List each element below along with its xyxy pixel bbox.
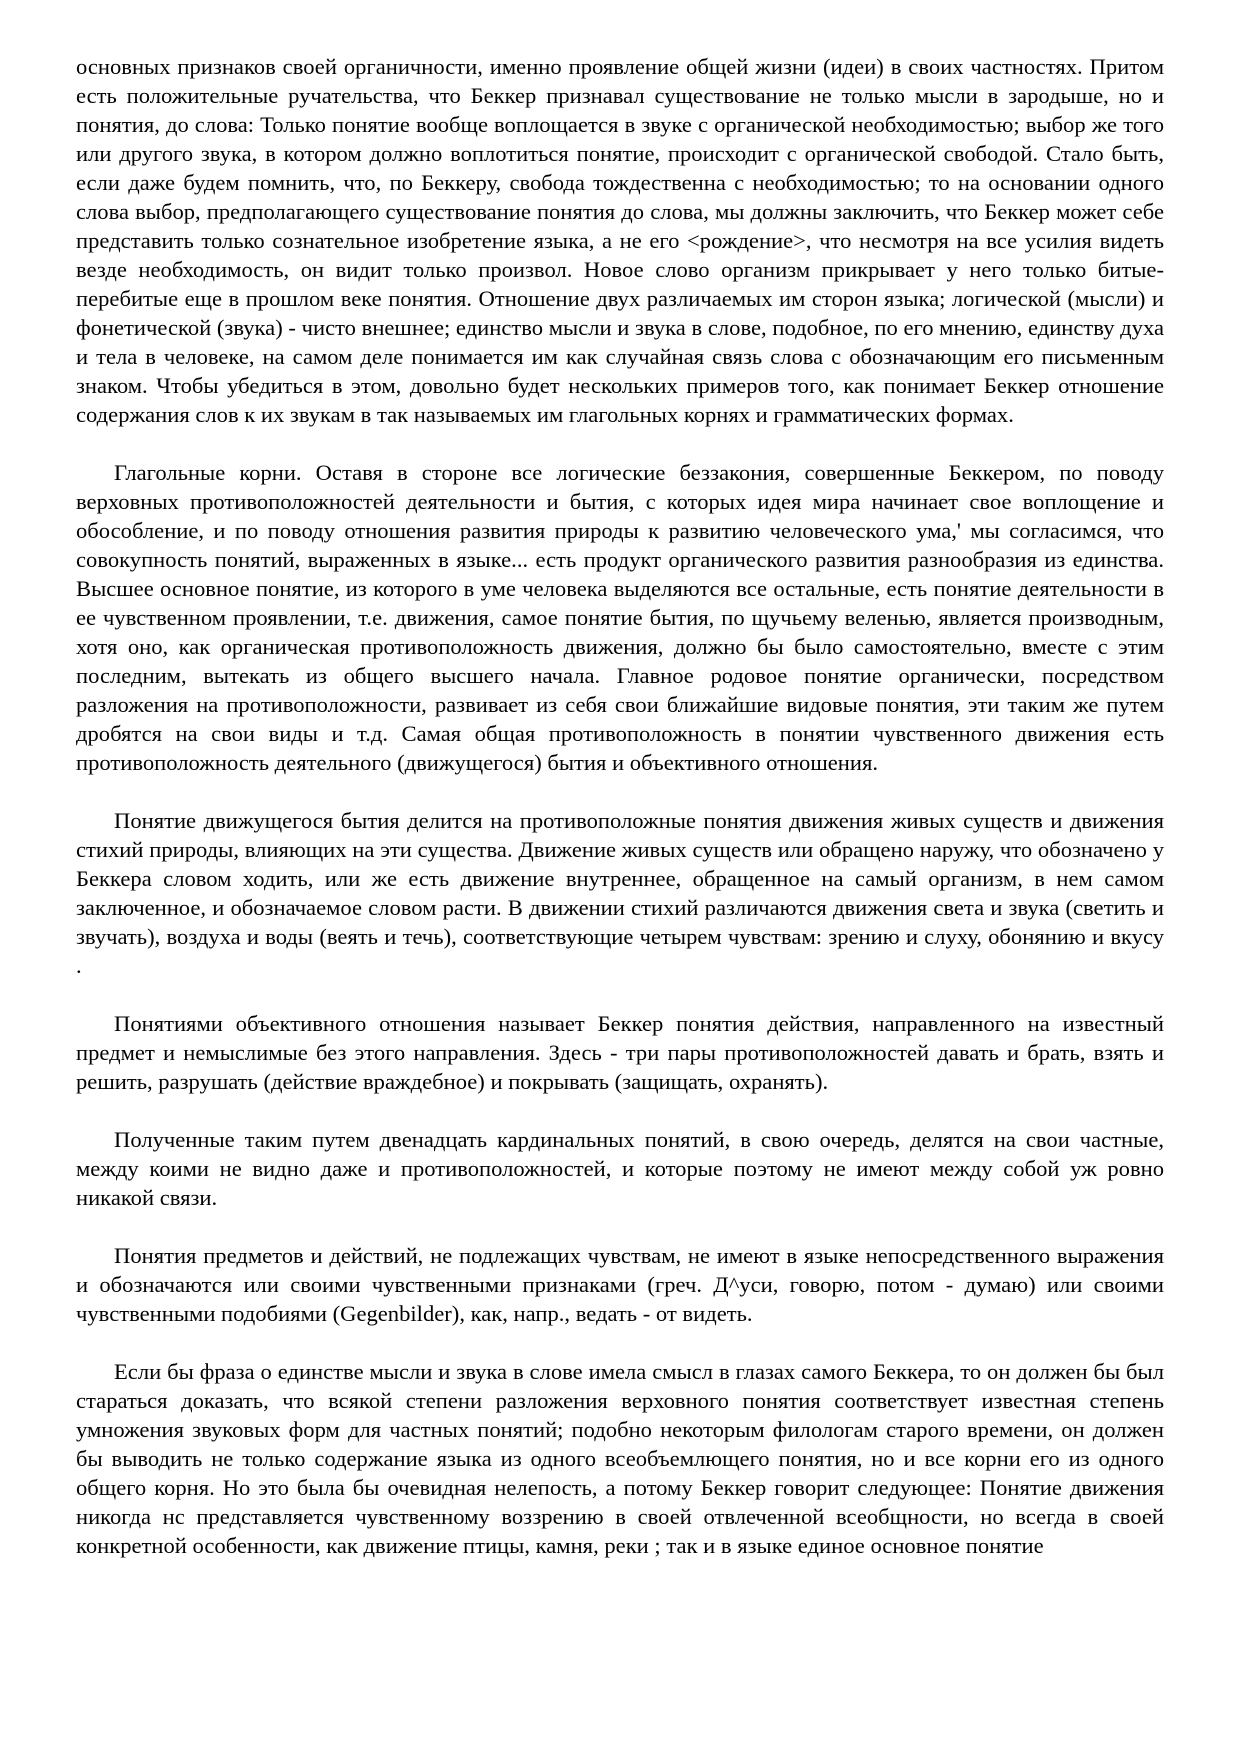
paragraph-3: Понятие движущегося бытия делится на противоположные понятия движения живых существ и движения стихий природы, влияющих на эти существа. Движение живых существ или обращено наружу, что обозначено у Беккера словом ходить, или же есть движение внутреннее, обращенное на самый организм, в нем самом заключенное, и обозначаемое словом расти. В движении стихий различаются движения света и звука (светить и звучать), воздуха и воды (веять и течь), соответствующие четырем чувствам: зрению и слуху, обонянию и вкусу .	[76, 808, 1164, 978]
paragraph-2: Глагольные корни. Оставя в стороне все логические беззакония, совершенные Беккером, по поводу верховных противоположностей деятельности и бытия, с которых идея мира начинает свое воплощение и обособление, и по поводу отношения развития природы к развитию человеческого ума,' мы согласимся, что совокупность понятий, выраженных в языке... есть продукт органического развития разнообразия из единства. Высшее основное понятие, из которого в уме человека выделяются все остальные, есть понятие деятельности в ее чувственном проявлении, т.е. движения, самое понятие бытия, по щучьему веленью, является производным, хотя оно, как органическая противоположность движения, должно бы было самостоятельно, вместе с этим последним, вытекать из общего высшего начала. Главное родовое понятие органически, посредством разложения на противоположности, развивает из себя свои ближайшие видовые понятия, эти таким же путем дробятся на свои виды и т.д. Самая общая противоположность в понятии чувственного движения есть противоположность деятельного (движущегося) бытия и объективного отношения.	[76, 460, 1164, 775]
paragraph-1: основных признаков своей органичности, именно проявление общей жизни (идеи) в своих частностях. Притом есть положительные ручательства, что Беккер признавал существование не только мысли в зародыше, но и понятия, до слова: Только понятие вообще воплощается в звуке с органической необходимостью; выбор же того или другого звука, в котором должно воплотиться понятие, происходит с органической свободой. Стало быть, если даже будем помнить, что, по Беккеру, свобода тождественна с необходимостью; то на основании одного слова выбор, предполагающего существование понятия до слова, мы должны заключить, что Беккер может себе представить только сознательное изобретение языка, а не его <рождение>, что несмотря на все усилия видеть везде необходимость, он видит только произвол. Новое слово организм прикрывает у него только битые-перебитые еще в прошлом веке понятия. Отношение двух различаемых им сторон языка; логической (мысли) и фонетической (звука) - чисто внешнее; единство мысли и звука в слове, подобное, по его мнению, единству духа и тела в человеке, на самом деле понимается им как случайная связь слова с обозначающим его письменным знаком. Чтобы убедиться в этом, довольно будет нескольких примеров того, как понимает Беккер отношение содержания слов к их звукам в так называемых им глагольных корнях и грамматических формах.	[76, 54, 1164, 427]
document-page	[76, 52, 1164, 1560]
paragraph-4: Понятиями объективного отношения называет Беккер понятия действия, направленного на известный предмет и немыслимые без этого направления. Здесь - три пары противоположностей давать и брать, взять и решить, разрушать (действие враждебное) и покрывать (защищать, охранять).	[76, 1011, 1164, 1094]
paragraph-5: Полученные таким путем двенадцать кардинальных понятий, в свою очередь, делятся на свои частные, между коими не видно даже и противоположностей, и которые поэтому не имеют между собой уж ровно никакой связи.	[76, 1127, 1164, 1210]
paragraph-7: Если бы фраза о единстве мысли и звука в слове имела смысл в глазах самого Беккера, то он должен бы был стараться доказать, что всякой степени разложения верховного понятия соответствует известная степень умножения звуковых форм для частных понятий; подобно некоторым филологам старого времени, он должен бы выводить не только содержание языка из одного всеобъемлющего понятия, но и все корни его из одного общего корня. Но это была бы очевидная нелепость, а потому Беккер говорит следующее: Понятие движения никогда нс представляется чувственному воззрению в своей отвлеченной всеобщности, но всегда в своей конкретной особенности, как движение птицы, камня, реки ; так и в языке единое основное понятие	[76, 1359, 1164, 1558]
paragraph-6: Понятия предметов и действий, не подлежащих чувствам, не имеют в языке непосредственного выражения и обозначаются или своими чувственными признаками (греч. Д^уси, говорю, потом - думаю) или своими чувственными подобиями (Gegenbilder), как, напр., ведать - от видеть.	[76, 1243, 1164, 1326]
